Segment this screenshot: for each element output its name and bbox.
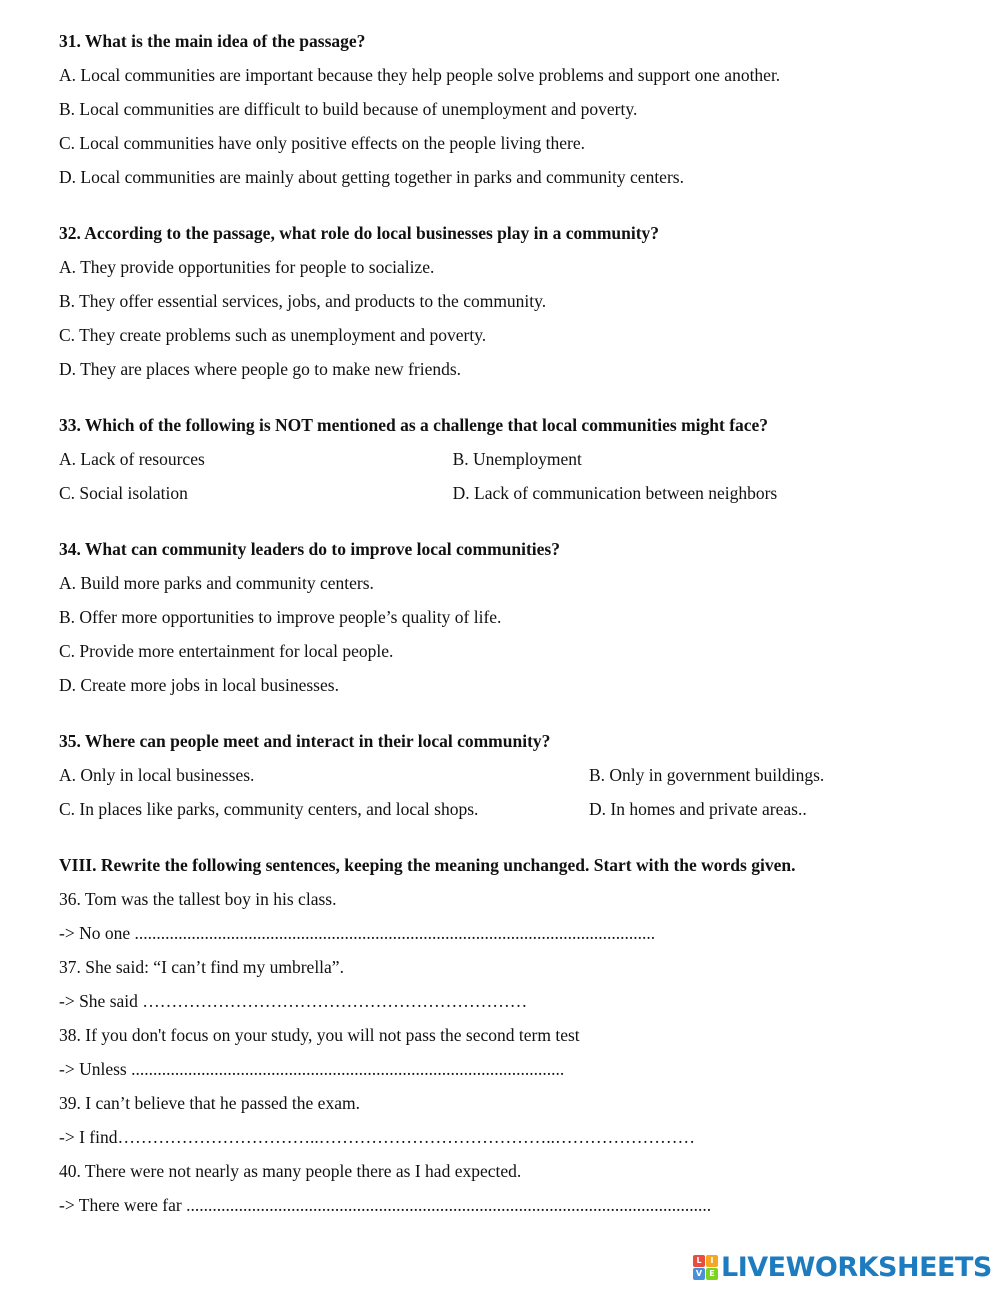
question-34-option-d: D. Create more jobs in local businesses. <box>59 675 339 695</box>
question-35-option-c: C. In places like parks, community centers, and local shops. <box>59 799 479 819</box>
question-33-option-c: C. Social isolation <box>59 483 188 503</box>
rewrite-38-sentence: 38. If you don't focus on your study, you will not pass the second term test <box>59 1025 580 1045</box>
question-35-row-1 <box>59 758 959 792</box>
question-33-option-b: B. Unemployment <box>452 449 582 469</box>
question-34-option-c: C. Provide more entertainment for local people. <box>59 641 394 661</box>
question-35-prompt: 35. Where can people meet and interact in their local community? <box>59 731 551 751</box>
rewrite-40-sentence: 40. There were not nearly as many people there as I had expected. <box>59 1161 522 1181</box>
question-31-option-b: B. Local communities are difficult to build because of unemployment and poverty. <box>59 99 638 119</box>
rewrite-36-sentence: 36. Tom was the tallest boy in his class. <box>59 889 337 909</box>
question-34-prompt: 34. What can community leaders do to improve local communities? <box>59 539 560 559</box>
liveworksheets-logo-icon <box>693 1255 718 1280</box>
rewrite-37-answer[interactable]: -> She said ………………………………………………………… <box>59 991 528 1011</box>
question-31-option-c: C. Local communities have only positive effects on the people living there. <box>59 133 585 153</box>
question-31-option-a: A. Local communities are important because they help people solve problems and support one another. <box>59 65 781 85</box>
rewrite-38-answer[interactable]: -> Unless ................................................................................................... <box>59 1059 565 1079</box>
question-32-option-b: B. They offer essential services, jobs, and products to the community. <box>59 291 547 311</box>
question-35-option-b: B. Only in government buildings. <box>589 765 825 785</box>
logo-mark-letter: I <box>706 1255 718 1267</box>
question-31-option-d: D. Local communities are mainly about getting together in parks and community centers. <box>59 167 684 187</box>
rewrite-37-sentence: 37. She said: “I can’t find my umbrella”. <box>59 957 344 977</box>
logo-mark-letter: L <box>693 1255 705 1267</box>
question-33-option-a: A. Lack of resources <box>59 449 205 469</box>
question-33-prompt: 33. Which of the following is NOT mentioned as a challenge that local communities might face? <box>59 415 769 435</box>
liveworksheets-logo <box>693 1252 992 1283</box>
question-31-prompt: 31. What is the main idea of the passage? <box>59 31 366 51</box>
question-33-row-1 <box>59 442 959 476</box>
question-33-row-2 <box>59 476 959 510</box>
question-33-option-d: D. Lack of communication between neighbors <box>452 483 778 503</box>
question-34-option-a: A. Build more parks and community centers. <box>59 573 374 593</box>
question-32-option-a: A. They provide opportunities for people to socialize. <box>59 257 435 277</box>
rewrite-39-sentence: 39. I can’t believe that he passed the exam. <box>59 1093 360 1113</box>
logo-mark-letter: E <box>706 1268 718 1280</box>
question-35-option-d: D. In homes and private areas.. <box>589 799 807 819</box>
rewrite-39-answer[interactable]: -> I find……………………………..…………………………………..…………………… <box>59 1127 695 1147</box>
rewrite-40-answer[interactable]: -> There were far ........................................................................................................................ <box>59 1195 712 1215</box>
question-32-prompt: 32. According to the passage, what role do local businesses play in a community? <box>59 223 660 243</box>
logo-mark-letter: V <box>693 1268 705 1280</box>
question-32-option-d: D. They are places where people go to make new friends. <box>59 359 462 379</box>
logo-text: LIVEWORKSHEETS <box>721 1252 992 1283</box>
worksheet-page <box>59 24 959 1222</box>
question-35-row-2 <box>59 792 959 826</box>
section-heading: VIII. Rewrite the following sentences, keeping the meaning unchanged. Start with the words given. <box>59 855 796 875</box>
question-34-option-b: B. Offer more opportunities to improve people’s quality of life. <box>59 607 502 627</box>
question-32-option-c: C. They create problems such as unemployment and poverty. <box>59 325 487 345</box>
rewrite-36-answer[interactable]: -> No one ....................................................................................................................... <box>59 923 656 943</box>
question-35-option-a: A. Only in local businesses. <box>59 765 255 785</box>
